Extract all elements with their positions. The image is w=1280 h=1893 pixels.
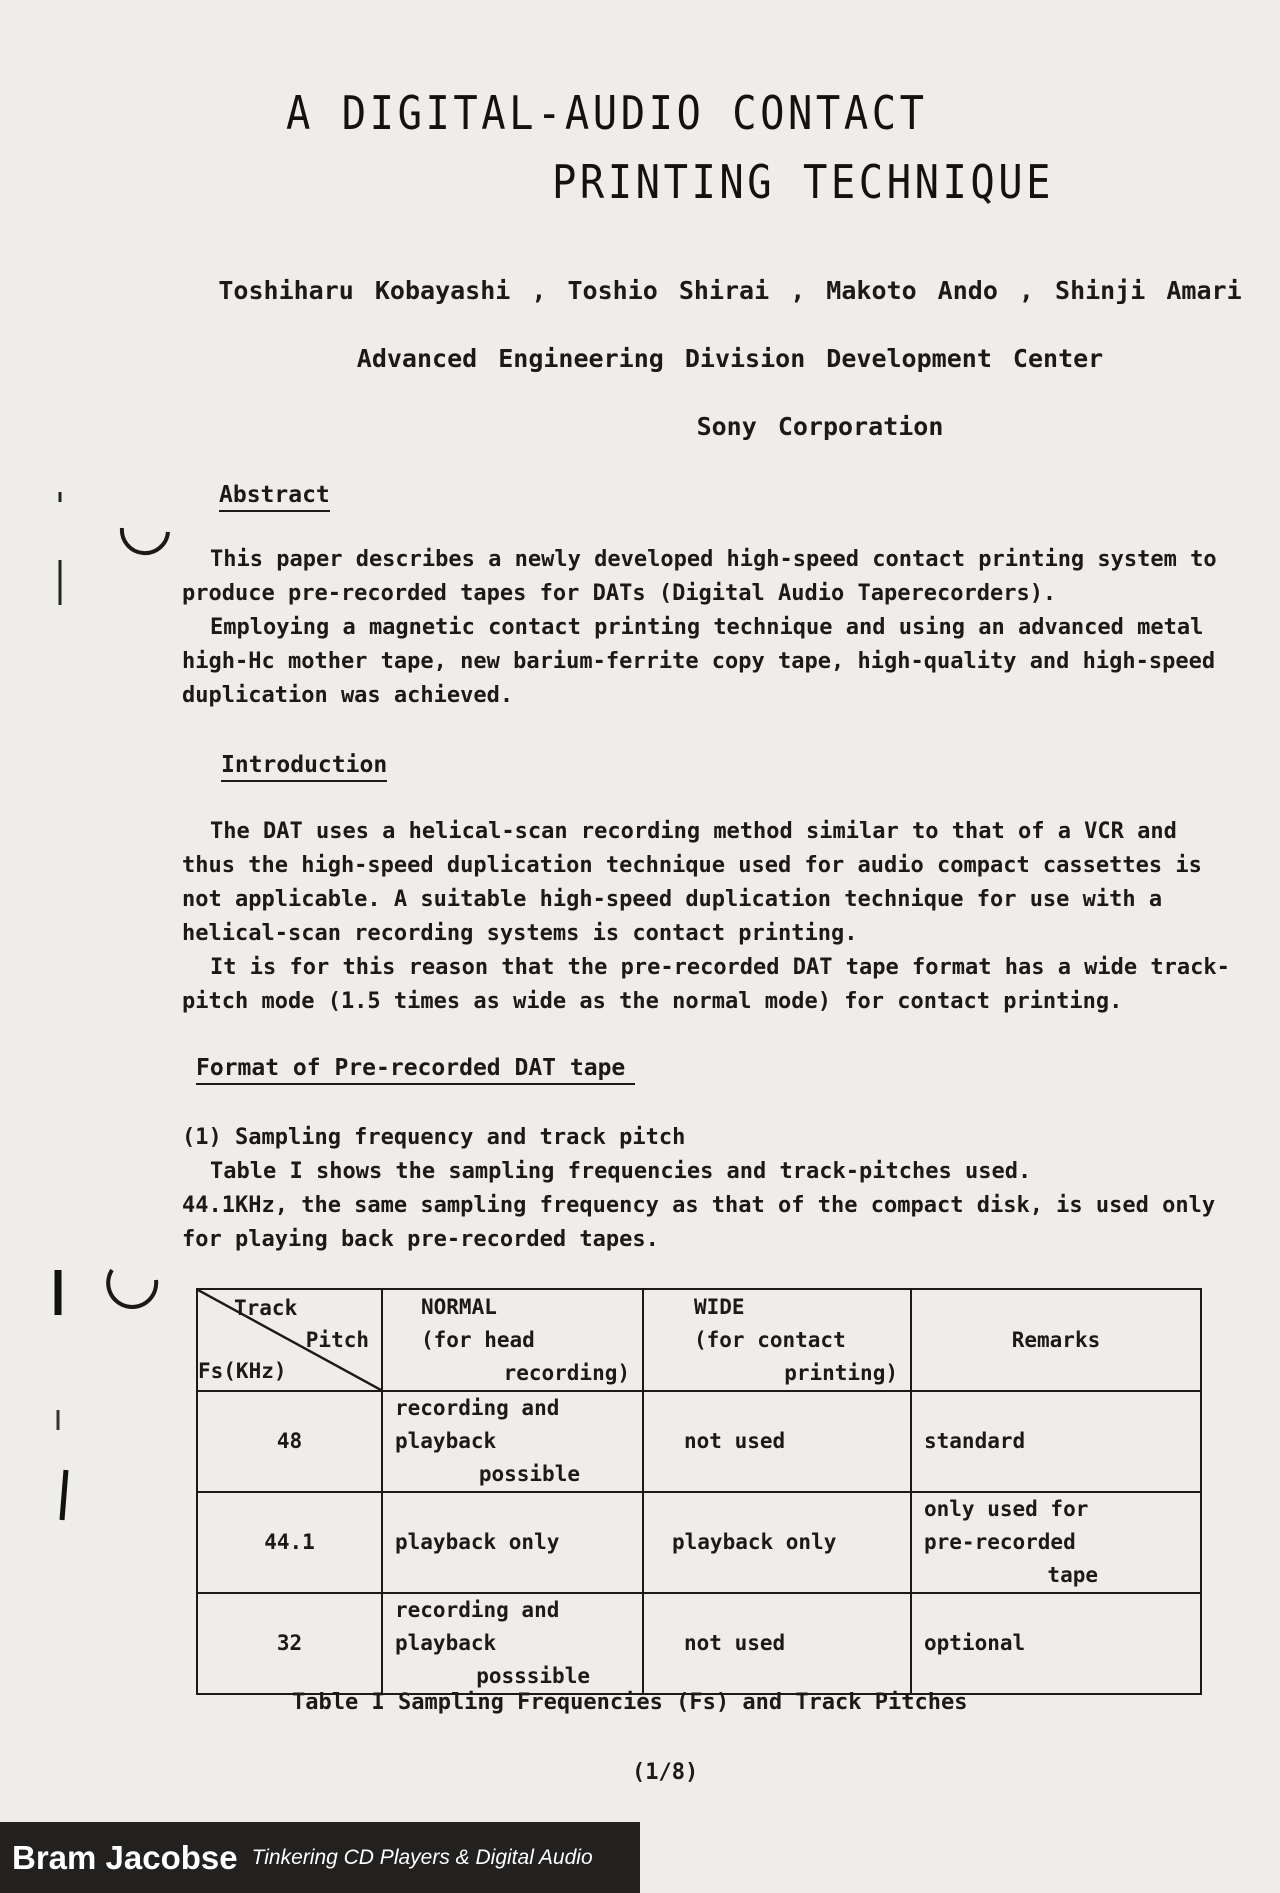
- corner-track-label: Track: [234, 1296, 298, 1320]
- row-fs: 48: [197, 1391, 382, 1492]
- format-heading: Format of Pre-recorded DAT tape: [196, 1055, 635, 1085]
- watermark-banner: [0, 1822, 640, 1893]
- row-wide: not used: [643, 1391, 911, 1492]
- row-remarks-line-1: only used for: [924, 1497, 1089, 1521]
- row-remarks-line-1: optional: [924, 1631, 1026, 1655]
- format-subheading: (1) Sampling frequency and track pitch: [182, 1125, 686, 1150]
- format-paragraph-2: 44.1KHz, the same sampling frequency as that of the compact disk, is used only for playing back pre-recorded tapes.: [182, 1193, 1216, 1252]
- authors: Toshiharu Kobayashi , Toshio Shirai , Makoto Ando , Shinji Amari: [218, 276, 1242, 305]
- row-wide: playback only: [643, 1492, 911, 1593]
- corner-fs-label: Fs(KHz): [198, 1359, 287, 1383]
- watermark-name: Bram Jacobse: [12, 1838, 238, 1876]
- header-wide: [643, 1289, 911, 1391]
- abstract-heading: Abstract: [219, 482, 330, 512]
- row-wide: not used: [643, 1593, 911, 1694]
- introduction-paragraph-2: It is for this reason that the pre-recorded DAT tape format has a wide track-pitch mode (1.5 times as wide as the normal mode) for contact printing.: [182, 955, 1230, 1014]
- row-normal: [382, 1593, 643, 1694]
- row-remarks-line-1: standard: [924, 1429, 1026, 1453]
- affiliation-division: Advanced Engineering Division Development Center: [356, 344, 1104, 373]
- row-normal-line-1: recording and: [395, 1396, 560, 1420]
- sampling-frequency-table: [196, 1288, 1202, 1690]
- abstract-paragraph-1: This paper describes a newly developed high-speed contact printing system to produce pre-recorded tapes for DATs (Digital Audio Taperecorders).: [182, 547, 1217, 606]
- row-remarks: [911, 1391, 1201, 1492]
- header-normal-sub1: (for head: [421, 1327, 535, 1352]
- header-normal-sub2: recording): [503, 1360, 630, 1385]
- row-fs: 32: [197, 1593, 382, 1694]
- introduction-heading: Introduction: [221, 752, 387, 782]
- row-normal-line-3: possible: [478, 1462, 580, 1486]
- row-remarks: [911, 1492, 1201, 1593]
- row-fs: 44.1: [197, 1492, 382, 1593]
- abstract-paragraph-2: Employing a magnetic contact printing technique and using an advanced metal high-Hc mother tape, new barium-ferrite copy tape, high-quality and high-speed duplication was achieved.: [182, 615, 1216, 708]
- header-wide-sub1: (for contact: [694, 1327, 846, 1352]
- row-remarks: [911, 1593, 1201, 1694]
- row-normal-line-2: playback: [395, 1631, 497, 1655]
- margin-marks: [30, 480, 170, 1540]
- page-number: (1/8): [632, 1760, 699, 1785]
- title-line-1: A DIGITAL-AUDIO CONTACT: [286, 86, 928, 140]
- row-normal-line-1: recording and: [395, 1598, 560, 1622]
- introduction-body: [182, 815, 1242, 1019]
- row-remarks-line-3: tape: [1047, 1563, 1098, 1587]
- introduction-paragraph-1: The DAT uses a helical-scan recording method similar to that of a VCR and thus the high-speed duplication technique used for audio compact cassettes is not applicable. A suitable high-speed duplication technique for use with a helical-scan recording systems is contact printing.: [182, 819, 1202, 946]
- header-remarks: Remarks: [911, 1289, 1201, 1391]
- header-wide-title: WIDE: [694, 1294, 745, 1319]
- title-line-2: PRINTING TECHNIQUE: [552, 155, 1055, 209]
- format-body: [182, 1121, 1242, 1257]
- header-normal-title: NORMAL: [421, 1294, 497, 1319]
- corner-pitch-label: Pitch: [305, 1328, 369, 1352]
- table-header-row: [197, 1289, 1201, 1391]
- row-remarks-line-2: pre-recorded: [924, 1530, 1076, 1554]
- abstract-body: [182, 543, 1242, 713]
- row-normal-line-2: playback: [395, 1429, 497, 1453]
- table-row: [197, 1391, 1201, 1492]
- affiliation-corporation: Sony Corporation: [696, 412, 944, 441]
- table-row: [197, 1593, 1201, 1694]
- format-paragraph-1: Table I shows the sampling frequencies and track-pitches used.: [210, 1159, 1032, 1184]
- table-corner-cell: [197, 1289, 382, 1391]
- row-normal-line-3: posssible: [476, 1664, 590, 1688]
- table-row: [197, 1492, 1201, 1593]
- row-normal: [382, 1391, 643, 1492]
- watermark-tagline: Tinkering CD Players & Digital Audio: [251, 1845, 593, 1869]
- row-normal: playback only: [382, 1492, 643, 1593]
- header-wide-sub2: printing): [784, 1360, 898, 1385]
- header-normal: [382, 1289, 643, 1391]
- table-caption: Table I Sampling Frequencies (Fs) and Track Pitches: [292, 1690, 968, 1715]
